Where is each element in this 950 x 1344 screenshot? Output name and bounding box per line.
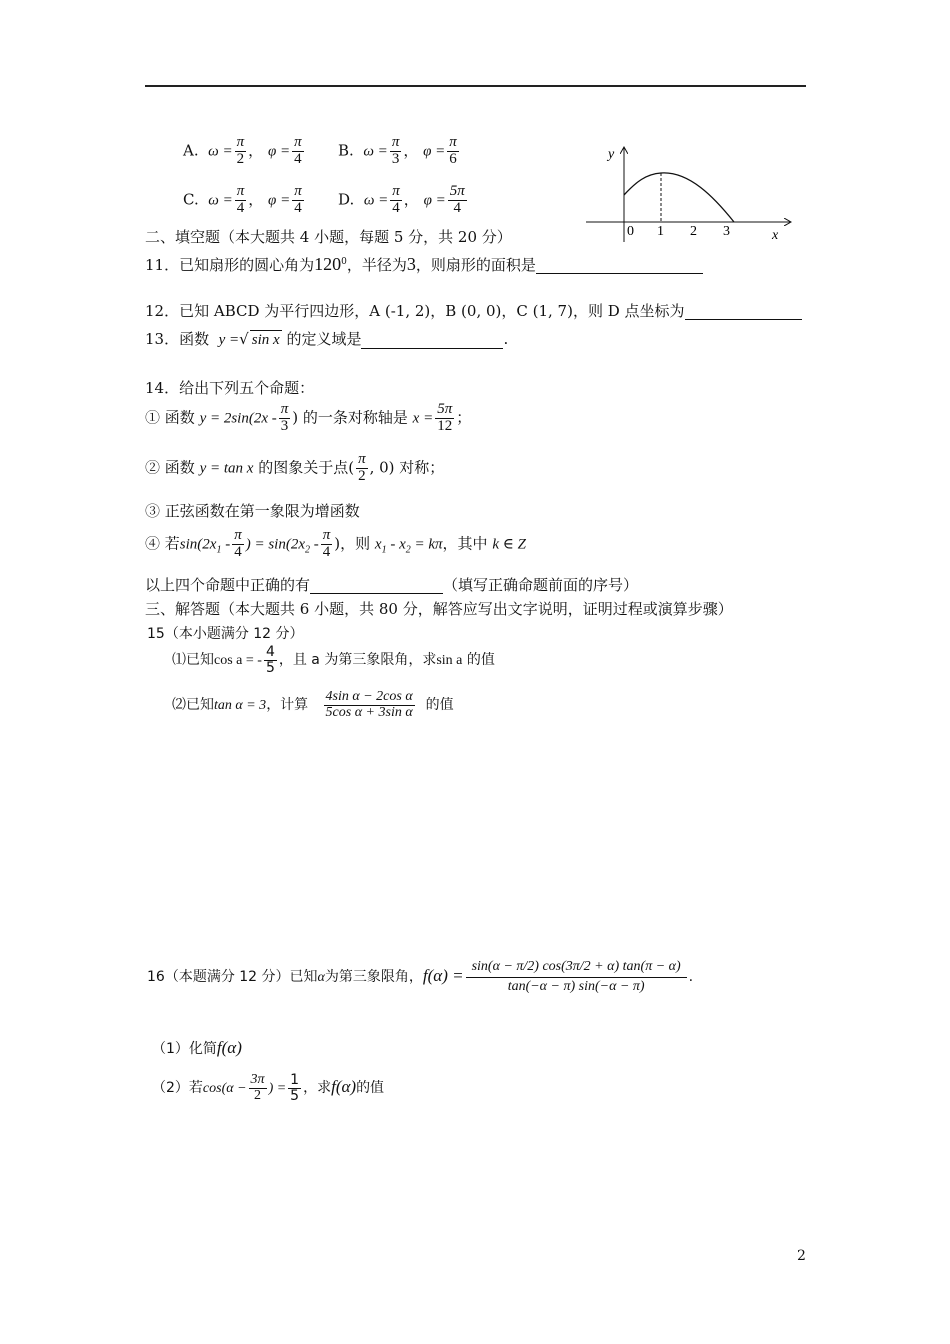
answer-blank-14[interactable] (310, 579, 443, 594)
tick-1: 1 (657, 224, 664, 239)
question-11: 11．已知扇形的圆心角为$120^0$，半径为3，则扇形的面积是 (145, 253, 703, 274)
tick-3: 3 (723, 224, 730, 239)
sine-graph (584, 142, 799, 244)
conclusion-line: 以上四个命题中正确的有 （填写正确命题前面的序号） (145, 576, 639, 594)
curve (624, 173, 734, 222)
tick-0: 0 (627, 224, 634, 239)
proposition-2: ② 函数 y = tan x 的图象关于点( $\frac{\pi}{2}$ , 0) 对称； (145, 451, 445, 484)
x-axis-label: x (772, 228, 779, 243)
question-16-part-2: （2）若cos(α − $\frac{3\pi}{2}$ ) = $\frac{1}{5}$ ，求f(α)的值 (152, 1072, 385, 1104)
option-b: B. ω = $\frac{\pi}{3}$ ， φ = $\frac{\pi}{6}$ (338, 134, 457, 167)
option-c: C. ω = $\frac{\pi}{4}$ ， φ = $\frac{\pi}{4}$ (183, 183, 302, 216)
proposition-1: ① 函数 y = 2sin(2x - $\frac{\pi}{3}$ ) 的一条对称轴是 x = $\frac{5\pi}{12}$ ； (145, 401, 472, 434)
answer-blank-12[interactable] (685, 305, 802, 320)
answer-blank-11[interactable] (536, 259, 703, 274)
tick-2: 2 (690, 224, 697, 239)
option-d: D. ω = $\frac{\pi}{4}$ ， φ = $\frac{5\pi}{4}$ (338, 183, 465, 216)
answer-blank-13[interactable] (361, 334, 503, 349)
y-axis-label: y (608, 147, 615, 162)
question-15-part-1: ⑴已知cos a = - $\frac{4}{5}$ ，且 a 为第三象限角，求sin a 的值 (172, 644, 495, 676)
header-rule (145, 85, 806, 87)
question-16: 16（本题满分 12 分）已知α为第三象限角，f(α) = $\frac{\sin(\alpha - \pi/2) \cos(3\pi/2 + \alpha) \tan(\pi - \alpha)}{\tan(-\alpha - \pi) \sin(-\alpha - \pi)}$ . (147, 959, 694, 994)
question-14: 14．给出下列五个命题： (145, 379, 315, 397)
proposition-3: ③ 正弦函数在第一象限为增函数 (145, 502, 360, 520)
section2-heading: 二、填空题（本大题共 4 小题，每题 5 分，共 20 分） (145, 228, 512, 246)
question-12: 12．已知 ABCD 为平行四边形，A (-1, 2)，B (0, 0)，C (1, 7)，则 D 点坐标为 (145, 302, 802, 320)
question-13: 13．函数 y =√ sin x 的定义域是 . (145, 330, 509, 348)
page-number: 2 (797, 1248, 806, 1264)
question-16-part-1: （1）化简f(α) (152, 1038, 242, 1057)
section3-heading: 三、解答题（本大题共 6 小题，共 80 分，解答应写出文字说明，证明过程或演算步骤） (145, 600, 733, 618)
proposition-4: ④ 若$\sin(2x_1$ - $\frac{\pi}{4}$ ) = $\sin(2x_2$ - $\frac{\pi}{4}$ )，则 $x_1 - x_2 = k\pi$，其中 k ∈ Z (145, 527, 526, 560)
question-15-title: 15（本小题满分 12 分） (147, 626, 304, 642)
question-15-part-2: ⑵已知tan α = 3，计算 $\frac{\text{4sin α − 2cos α}}{\text{5cos α + 3sin α}}$ 的值 (172, 689, 454, 720)
option-a: A. ω = $\frac{\pi}{2}$ ， φ = $\frac{\pi}{4}$ (183, 134, 302, 167)
